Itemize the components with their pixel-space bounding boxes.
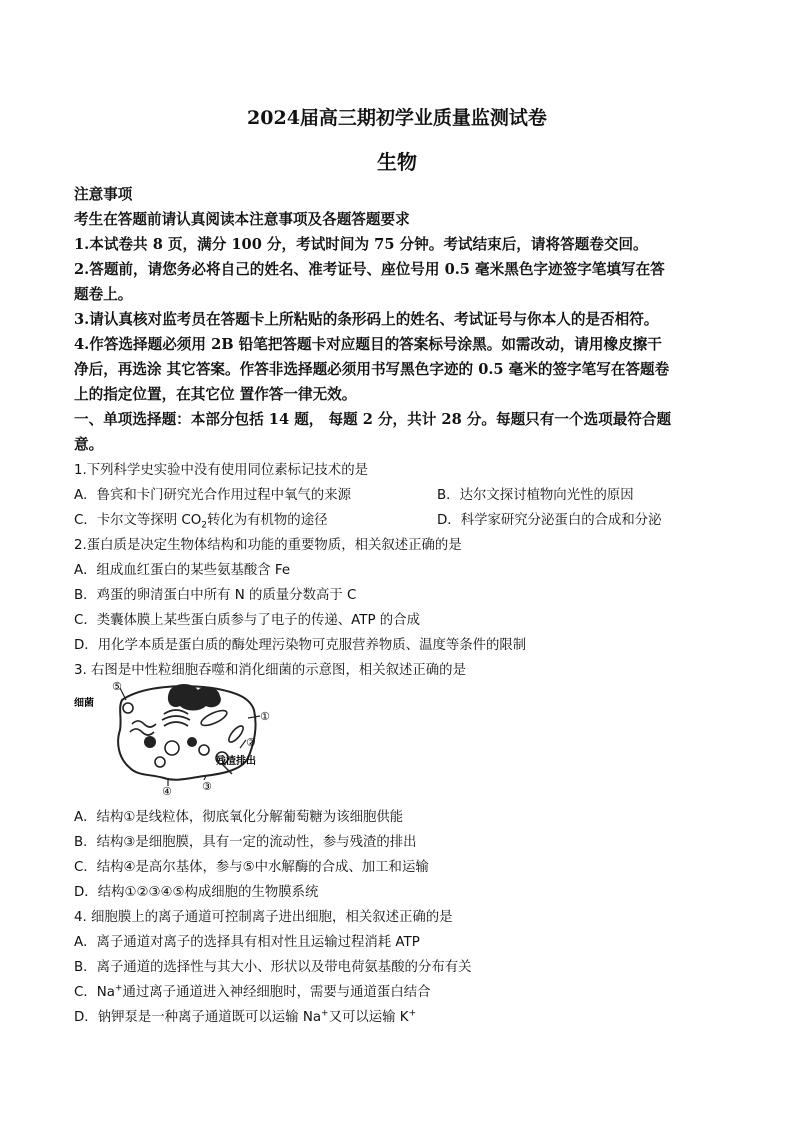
notice-item-1: 1.本试卷共 8 页，满分 100 分，考试时间为 75 分钟。考试结束后，请将答题卷交回。	[74, 236, 648, 253]
q2-option-c: C．类囊体膜上某些蛋白质参与了电子的传递、ATP 的合成	[74, 613, 420, 628]
q4-option-d-mid: 又可以运输 K	[328, 1010, 409, 1025]
marker-5: ⑤	[112, 680, 122, 693]
notice-item-4-line-3: 上的指定位置，在其它位 置作答一律无效。	[74, 386, 357, 403]
notice-item-3: 3.请认真核对监考员在答题卡上所粘贴的条形码上的姓名、考试证号与你本人的是否相符。	[74, 311, 659, 328]
section-1-heading-line-1: 一、单项选择题：本部分包括 14 题， 每题 2 分，共计 28 分。每题只有一个选项最符合题	[74, 411, 672, 428]
notice-heading: 注意事项	[74, 186, 133, 203]
q2-option-b: B．鸡蛋的卵清蛋白中所有 N 的质量分数高于 C	[74, 588, 357, 603]
marker-3: ③	[202, 780, 212, 793]
q4-option-d	[74, 1006, 416, 1025]
q3-stem: 3. 右图是中性粒细胞吞噬和消化细菌的示意图，相关叙述正确的是	[74, 663, 466, 678]
label-residue-out: 残渣排出	[216, 756, 256, 767]
nucleus-shape	[168, 684, 221, 711]
lysosome-shape	[144, 736, 156, 748]
marker-1: ①	[260, 710, 270, 723]
q1-option-a: A．鲁宾和卡门研究光合作用过程中氧气的来源	[74, 488, 351, 503]
notice-item-4-line-2: 净后，再选涂 其它答案。作答非选择题必须用书写黑色字迹的 0.5 毫米的签字笔写在答题卷	[74, 361, 670, 378]
q1-option-b: B．达尔文探讨植物向光性的原因	[437, 488, 634, 503]
q4-option-d-pre: D．钠钾泵是一种离子通道既可以运输 Na	[74, 1010, 322, 1025]
golgi-shape	[162, 710, 190, 726]
mitochondrion-shape	[199, 708, 229, 729]
er-shape	[130, 721, 156, 735]
q2-option-d: D．用化学本质是蛋白质的酶处理污染物可克服营养物质、温度等条件的限制	[74, 638, 527, 653]
bacteria-in-vesicle	[123, 703, 133, 713]
vesicle-shape-4	[155, 757, 165, 767]
leader-line-1	[248, 716, 260, 718]
q2-option-a: A．组成血红蛋白的某些氨基酸含 Fe	[74, 563, 291, 578]
q1-option-c	[74, 509, 327, 531]
label-bacteria: 细菌	[74, 698, 94, 709]
q4-option-d-sup-2: +	[408, 1008, 417, 1019]
q4-option-a: A．离子通道对离子的选择具有相对性且运输过程消耗 ATP	[74, 935, 420, 950]
q4-option-c-sup: +	[114, 983, 123, 994]
q1-option-c-post: 转化为有机物的途径	[206, 513, 328, 528]
q3-option-b: B．结构③是细胞膜，具有一定的流动性，参与残渣的排出	[74, 835, 417, 850]
q3-option-a: A．结构①是线粒体，彻底氧化分解葡萄糖为该细胞供能	[74, 810, 404, 825]
q4-option-c-pre: C．Na	[74, 985, 115, 1000]
mitochondrion-shape-2	[227, 724, 246, 744]
q4-option-c	[74, 981, 431, 1000]
q1-option-c-sub: 2	[201, 520, 207, 531]
notice-item-4-line-1: 4.作答选择题必须用 2B 铅笔把答题卡对应题目的答案标号涂黑。如需改动，请用橡皮擦干	[74, 336, 662, 353]
q4-option-b: B．离子通道的选择性与其大小、形状以及带电荷氨基酸的分布有关	[74, 960, 472, 975]
q1-stem: 1.下列科学史实验中没有使用同位素标记技术的是	[74, 463, 368, 478]
exam-title: 2024届高三期初学业质量监测试卷	[247, 107, 547, 129]
q2-stem: 2.蛋白质是决定生物体结构和功能的重要物质，相关叙述正确的是	[74, 538, 462, 553]
notice-item-2-line-1: 2.答题前，请您务必将自己的姓名、准考证号、座位号用 0.5 毫米黑色字迹签字笔填写在答	[74, 261, 665, 278]
lysosome-shape-2	[187, 737, 197, 747]
notice-intro: 考生在答题前请认真阅读本注意事项及各题答题要求	[74, 211, 410, 228]
marker-4: ④	[162, 785, 172, 796]
q1-option-d: D．科学家研究分泌蛋白的合成和分泌	[437, 513, 662, 528]
q1-option-c-pre: C．卡尔文等探明 CO	[74, 513, 202, 528]
q3-option-c: C．结构④是高尔基体，参与⑤中水解酶的合成、加工和运输	[74, 860, 429, 875]
q3-option-d: D．结构①②③④⑤构成细胞的生物膜系统	[74, 885, 319, 900]
notice-item-2-line-2: 题卷上。	[74, 286, 133, 303]
vesicle-shape	[165, 741, 179, 755]
vesicle-shape-2	[199, 745, 209, 755]
q4-option-d-sup-1: +	[321, 1008, 329, 1019]
subject-title: 生物	[377, 150, 417, 174]
section-1-heading-line-2: 意。	[74, 436, 104, 453]
q4-stem: 4. 细胞膜上的离子通道可控制离子进出细胞，相关叙述正确的是	[74, 910, 453, 925]
marker-2: ②	[246, 736, 256, 749]
q4-option-c-post: 通过离子通道进入神经细胞时，需要与通道蛋白结合	[122, 985, 431, 1000]
neutrophil-phagocytosis-figure	[72, 678, 284, 796]
